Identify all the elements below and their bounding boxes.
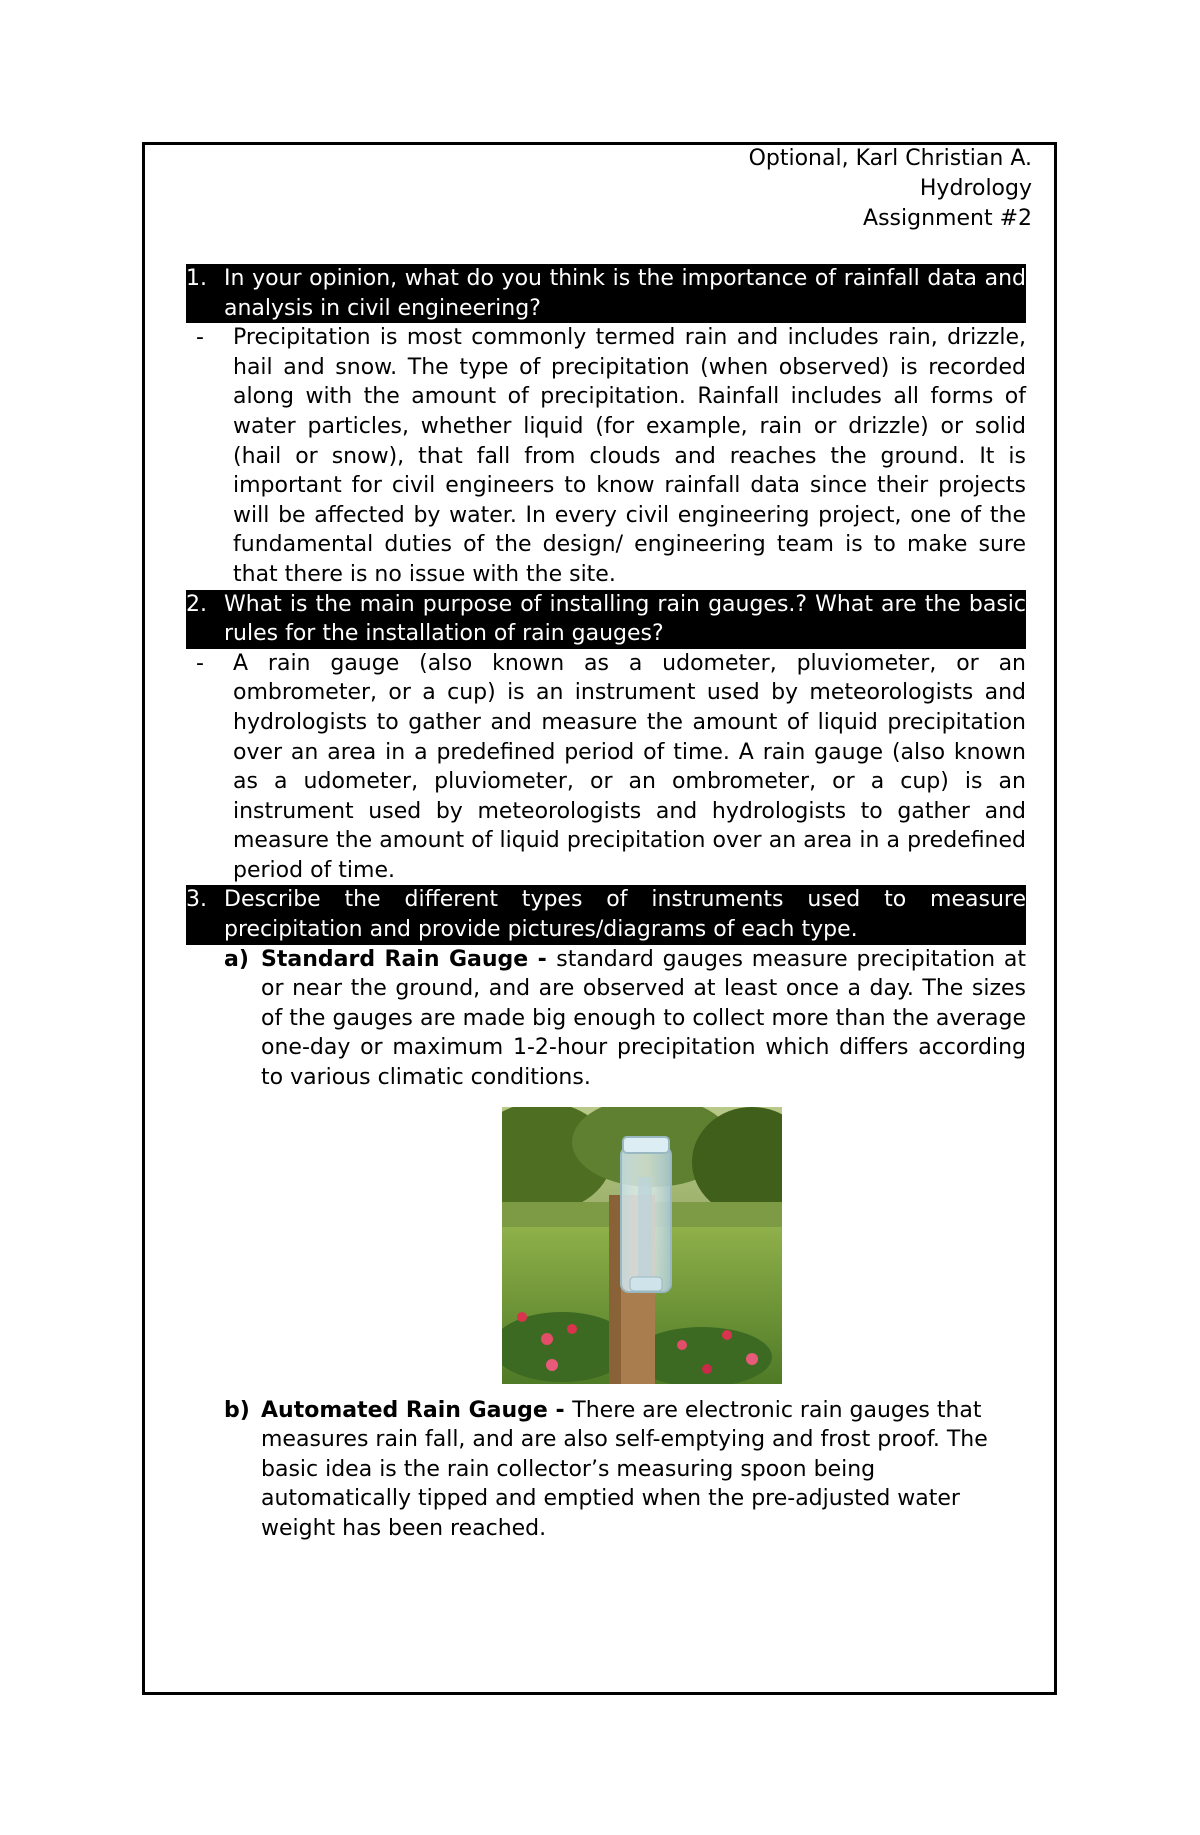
instrument-name: Standard Rain Gauge [261, 946, 529, 972]
course-name: Hydrology [919, 176, 1032, 201]
answer-bullet: - [196, 325, 204, 351]
answer-bullet: - [196, 650, 204, 676]
answer-text: A rain gauge (also known as a udometer, pluviometer, or an ombrometer, or a cup) is an instrument used by meteorologists and hydrologists to gather and measure the amount of liquid precipitation over an area in a predefined period of time. A rain gauge (also known as a udometer, pluviometer, or an ombrometer, or a cup) is an instrument used by meteorologists and hydrologists to gather and measure the amount of liquid precipitation over an area in a predefined period of time. [233, 650, 1026, 883]
instrument-text: standard gauges measure precipitation at or near the ground, and are observed at least once a day. The sizes of the gauges are made big enough to collect more than the average one-day or maximum 1-2-hour precipitation which differs according to various climatic conditions. [261, 946, 1026, 1091]
instrument-automated [224, 1396, 1026, 1544]
document-body [186, 264, 1026, 1544]
question-1 [186, 264, 1026, 323]
question-2 [186, 590, 1026, 649]
header-block [749, 144, 1032, 234]
question-text: What is the main purpose of installing rain gauges.? What are the basic rules for the installation of rain gauges? [224, 591, 1026, 647]
question-number: 3. [186, 887, 207, 913]
assignment-title: Assignment #2 [863, 206, 1032, 231]
instrument-label: a) [224, 946, 249, 972]
instrument-name: Automated Rain Gauge [261, 1397, 548, 1423]
question-3 [186, 885, 1026, 944]
instrument-description [261, 945, 1026, 1093]
student-name: Optional, Karl Christian A. [748, 146, 1032, 171]
answer-1 [186, 323, 1026, 589]
instrument-label: b) [224, 1397, 250, 1423]
question-number: 2. [186, 591, 207, 617]
rain-gauge-photo [502, 1107, 782, 1384]
answer-2 [186, 649, 1026, 886]
question-text: Describe the different types of instruments used to measure precipitation and provide pictures/diagrams of each type. [224, 887, 1026, 943]
question-number: 1. [186, 266, 207, 291]
instrument-standard [224, 945, 1026, 1093]
question-text: In your opinion, what do you think is the importance of rainfall data and analysis in civil engineering? [224, 266, 1026, 321]
answer-text: Precipitation is most commonly termed rain and includes rain, drizzle, hail and snow. The type of precipitation (when observed) is recorded along with the amount of precipitation. Rainfall includes all forms of water particles, whether liquid (for example, rain or drizzle) or solid (hail or snow), that fall from clouds and reaches the ground. It is important for civil engineers to know rainfall data since their projects will be affected by water. In every civil engineering project, one of the fundamental duties of the design/ engineering team is to make sure that there is no issue with the site. [233, 325, 1026, 587]
instrument-text: There are electronic rain gauges that measures rain fall, and are also self-emptying and frost proof. The basic idea is the rain collector’s measuring spoon being automatically tipped and emptied when the pre-adjusted water weight has been reached. [261, 1397, 988, 1541]
instrument-separator: - [528, 946, 557, 972]
instrument-description [261, 1396, 1026, 1544]
instrument-separator: - [547, 1397, 573, 1423]
